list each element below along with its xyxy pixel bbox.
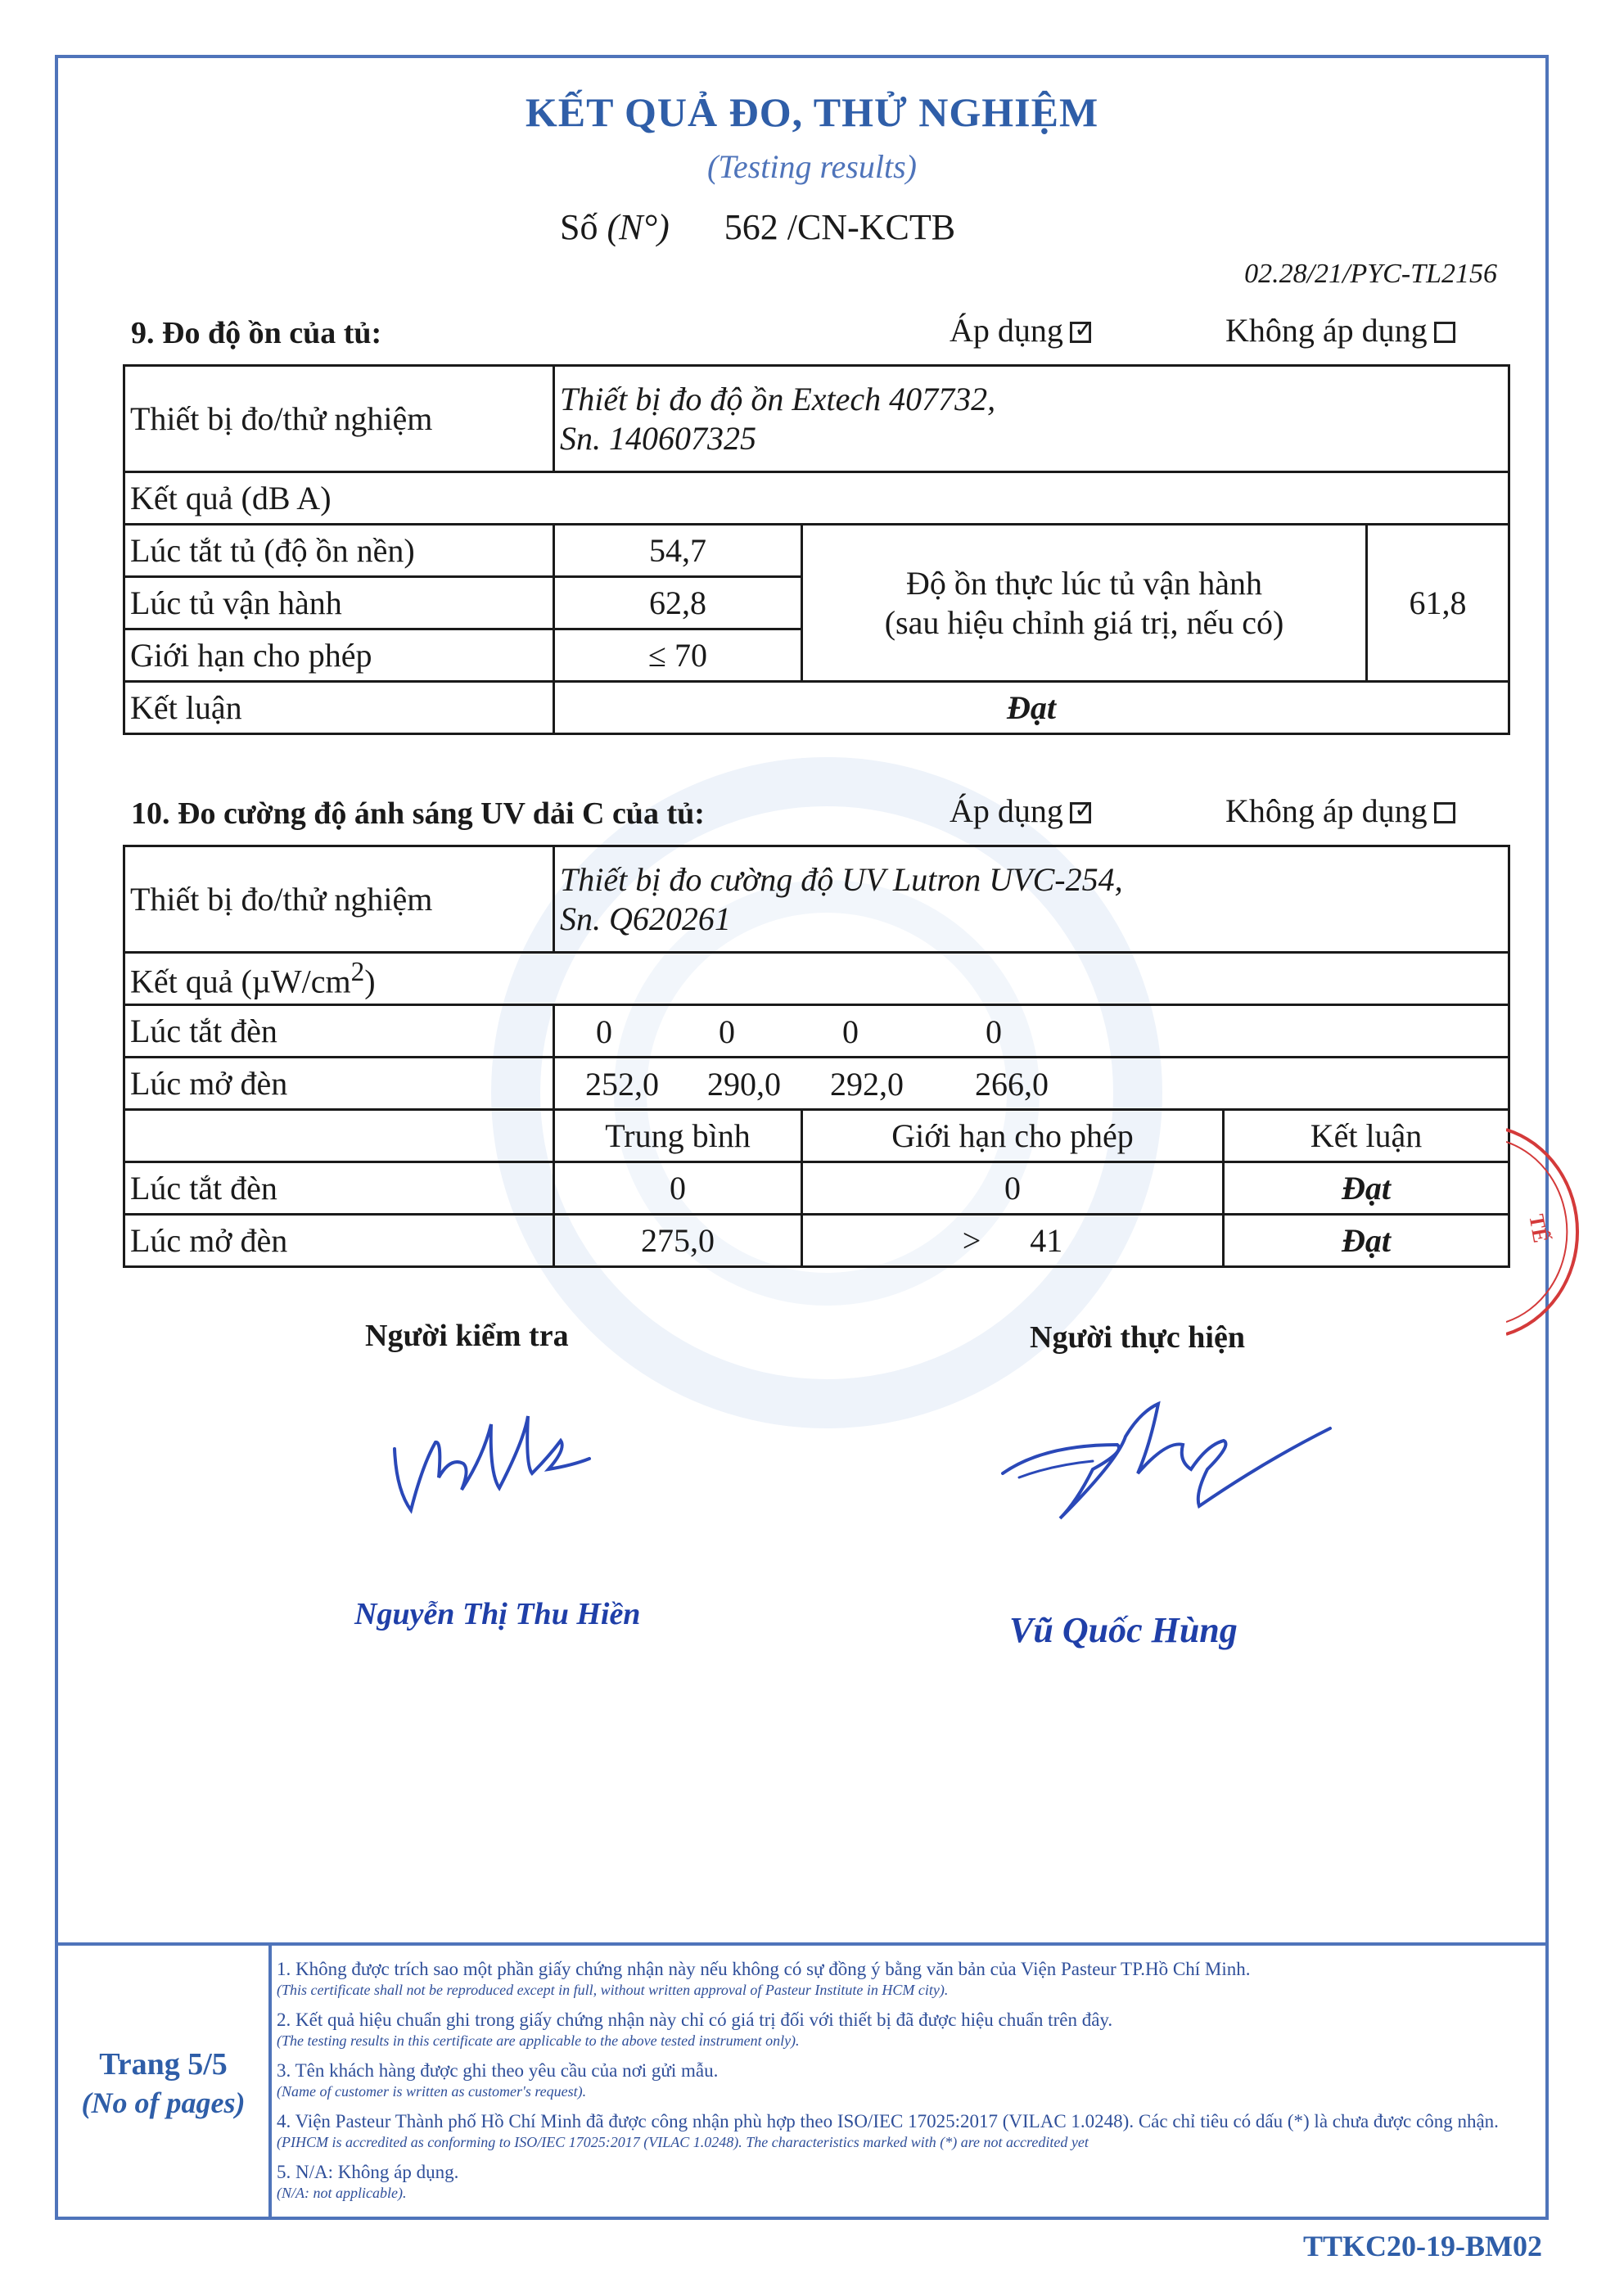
note-1-vi: 1. Không được trích sao một phần giấy chứng nhận này nếu không có sự đồng ý bằng văn bản của Viện Pasteur TP.Hồ Chí Minh. bbox=[277, 1959, 1251, 1979]
corrected-label bbox=[802, 525, 1367, 682]
lamp-off-value-1: 0 bbox=[596, 1013, 612, 1050]
equipment-line1: Thiết bị đo độ ồn Extech 407732, bbox=[560, 380, 996, 417]
cert-number-value: 562 /CN-KCTB bbox=[724, 207, 956, 247]
row-on-label: Lúc tủ vận hành bbox=[124, 577, 554, 629]
note-4-en: (PIHCM is accredited as conforming to ISO/IEC 17025:2017 (VILAC 1.0248). The characteristics marked with (*) are not accredited yet bbox=[277, 2134, 1089, 2150]
sum-on-limit bbox=[802, 1215, 1224, 1267]
section10-not-apply bbox=[1225, 792, 1455, 830]
checker-signature bbox=[385, 1392, 598, 1522]
noise-table bbox=[123, 364, 1510, 735]
request-reference: 02.28/21/PYC-TL2156 bbox=[1244, 259, 1497, 289]
cert-label-vi: Số bbox=[560, 207, 598, 247]
section9-apply-checkbox bbox=[1070, 315, 1095, 344]
lamp-on-label: Lúc mở đèn bbox=[124, 1058, 554, 1110]
performer-title: Người thực hiện bbox=[1030, 1320, 1245, 1355]
note-3-en: (Name of customer is written as customer's request). bbox=[277, 2083, 587, 2100]
uv-equipment-value bbox=[554, 846, 1509, 953]
cert-label-en: (N°) bbox=[607, 207, 670, 247]
section9-apply-label: Áp dụng bbox=[950, 312, 1063, 349]
row-off-label: Lúc tắt tủ (độ ồn nền) bbox=[124, 525, 554, 577]
stamp-fragment bbox=[1506, 1121, 1604, 1342]
sum-off-label: Lúc tắt đèn bbox=[124, 1162, 554, 1215]
section9-not-apply-label: Không áp dụng bbox=[1225, 312, 1428, 349]
page-label-en: (No of pages) bbox=[81, 2086, 246, 2119]
row-on-value: 62,8 bbox=[554, 577, 802, 629]
corrected-value: 61,8 bbox=[1367, 525, 1509, 682]
note-3-vi: 3. Tên khách hàng được ghi theo yêu cầu của nơi gửi mẫu. bbox=[277, 2060, 719, 2081]
summary-blank bbox=[124, 1110, 554, 1162]
lamp-off-label: Lúc tắt đèn bbox=[124, 1005, 554, 1058]
sum-on-conclusion: Đạt bbox=[1224, 1215, 1509, 1267]
row-limit-label: Giới hạn cho phép bbox=[124, 629, 554, 682]
table-row bbox=[124, 846, 1509, 953]
note-2-vi: 2. Kết quả hiệu chuẩn ghi trong giấy chứng nhận này chỉ có giá trị đối với thiết bị đã được hiệu chuẩn trên đây. bbox=[277, 2010, 1113, 2030]
section10-heading: 10. Đo cường độ ánh sáng UV dải C của tủ: bbox=[131, 796, 705, 831]
sum-off-conclusion: Đạt bbox=[1224, 1162, 1509, 1215]
note-1-en: (This certificate shall not be reproduced except in full, without written approval of Pasteur Institute in HCM city). bbox=[277, 1982, 949, 1998]
lamp-on-values bbox=[554, 1058, 1509, 1110]
conclusion-value: Đạt bbox=[554, 682, 1509, 734]
col-average: Trung bình bbox=[554, 1110, 802, 1162]
section10-apply-label: Áp dụng bbox=[950, 792, 1063, 829]
uv-result-label bbox=[124, 953, 1509, 1005]
lamp-on-value-1: 252,0 bbox=[585, 1065, 659, 1103]
footer-notes bbox=[277, 1958, 1541, 2212]
performer-name: Vũ Quốc Hùng bbox=[1009, 1610, 1238, 1650]
corrected-line2: (sau hiệu chỉnh giá trị, nếu có) bbox=[884, 603, 1284, 641]
uv-result-sup: 2 bbox=[350, 956, 365, 987]
corrected-line1: Độ ồn thực lúc tủ vận hành bbox=[906, 564, 1262, 602]
section9-not-apply bbox=[1225, 311, 1455, 350]
table-row bbox=[124, 1005, 1509, 1058]
table-row bbox=[124, 682, 1509, 734]
table-row bbox=[124, 1110, 1509, 1162]
result-label: Kết quả (dB A) bbox=[124, 472, 1509, 525]
section10-apply bbox=[950, 792, 1095, 830]
section10-not-apply-label: Không áp dụng bbox=[1225, 792, 1428, 829]
performer-signature bbox=[995, 1396, 1338, 1527]
checker-name: Nguyễn Thị Thu Hiền bbox=[354, 1597, 641, 1631]
table-row bbox=[124, 472, 1509, 525]
note-2-en: (The testing results in this certificate are applicable to the above tested instrument only). bbox=[277, 2032, 800, 2049]
col-limit: Giới hạn cho phép bbox=[802, 1110, 1224, 1162]
checker-title: Người kiểm tra bbox=[365, 1319, 569, 1353]
lamp-off-values bbox=[554, 1005, 1509, 1058]
table-row bbox=[124, 1058, 1509, 1110]
conclusion-label: Kết luận bbox=[124, 682, 554, 734]
limit-operator: > bbox=[962, 1221, 981, 1259]
uv-result-close: ) bbox=[364, 963, 376, 1000]
section9-heading: 9. Đo độ ồn của tủ: bbox=[131, 316, 382, 350]
row-off-value: 54,7 bbox=[554, 525, 802, 577]
table-row bbox=[124, 366, 1509, 472]
section10-apply-checkbox bbox=[1070, 796, 1095, 824]
table-row bbox=[124, 525, 1509, 577]
document-subtitle: (Testing results) bbox=[707, 148, 917, 185]
sum-off-limit: 0 bbox=[802, 1162, 1224, 1215]
sum-off-average: 0 bbox=[554, 1162, 802, 1215]
note-5-en: (N/A: not applicable). bbox=[277, 2185, 407, 2201]
section10-not-apply-checkbox bbox=[1434, 802, 1455, 823]
form-code: TTKC20-19-BM02 bbox=[1303, 2230, 1542, 2262]
lamp-off-value-4: 0 bbox=[986, 1013, 1002, 1050]
page-label: Trang 5/5 bbox=[99, 2047, 228, 2082]
svg-text:TẾ: TẾ bbox=[1524, 1212, 1553, 1245]
table-row bbox=[124, 1162, 1509, 1215]
sum-on-average: 275,0 bbox=[554, 1215, 802, 1267]
equipment-value bbox=[554, 366, 1509, 472]
check-mark-icon: ✓ bbox=[1073, 796, 1095, 824]
lamp-on-value-3: 292,0 bbox=[830, 1065, 904, 1103]
check-mark-icon: ✓ bbox=[1073, 315, 1095, 344]
lamp-off-value-2: 0 bbox=[719, 1013, 735, 1050]
uv-table bbox=[123, 845, 1510, 1268]
table-row bbox=[124, 953, 1509, 1005]
uv-equipment-line2: Sn. Q620261 bbox=[560, 900, 731, 937]
certificate-number bbox=[560, 206, 955, 248]
lamp-on-value-4: 266,0 bbox=[975, 1065, 1049, 1103]
section9-apply bbox=[950, 311, 1095, 350]
uv-equipment-label: Thiết bị đo/thử nghiệm bbox=[124, 846, 554, 953]
note-4-vi: 4. Viện Pasteur Thành phố Hồ Chí Minh đã được công nhận phù hợp theo ISO/IEC 17025:2017 (VILAC 1.0248). Các chỉ tiêu có dấu (*) là chưa được công nhận. bbox=[277, 2111, 1499, 2131]
uv-result-text: Kết quả (µW/cm bbox=[130, 963, 351, 1000]
limit-value: 41 bbox=[1030, 1221, 1063, 1259]
table-row bbox=[124, 1215, 1509, 1267]
section9-not-apply-checkbox bbox=[1434, 322, 1455, 343]
col-conclusion: Kết luận bbox=[1224, 1110, 1509, 1162]
document-title: KẾT QUẢ ĐO, THỬ NGHIỆM bbox=[525, 89, 1099, 135]
sum-on-label: Lúc mở đèn bbox=[124, 1215, 554, 1267]
lamp-off-value-3: 0 bbox=[842, 1013, 859, 1050]
note-5-vi: 5. N/A: Không áp dụng. bbox=[277, 2162, 459, 2182]
equipment-label: Thiết bị đo/thử nghiệm bbox=[124, 366, 554, 472]
uv-equipment-line1: Thiết bị đo cường độ UV Lutron UVC-254, bbox=[560, 860, 1123, 898]
lamp-on-value-2: 290,0 bbox=[707, 1065, 781, 1103]
equipment-line2: Sn. 140607325 bbox=[560, 419, 756, 457]
row-limit-value: ≤ 70 bbox=[554, 629, 802, 682]
